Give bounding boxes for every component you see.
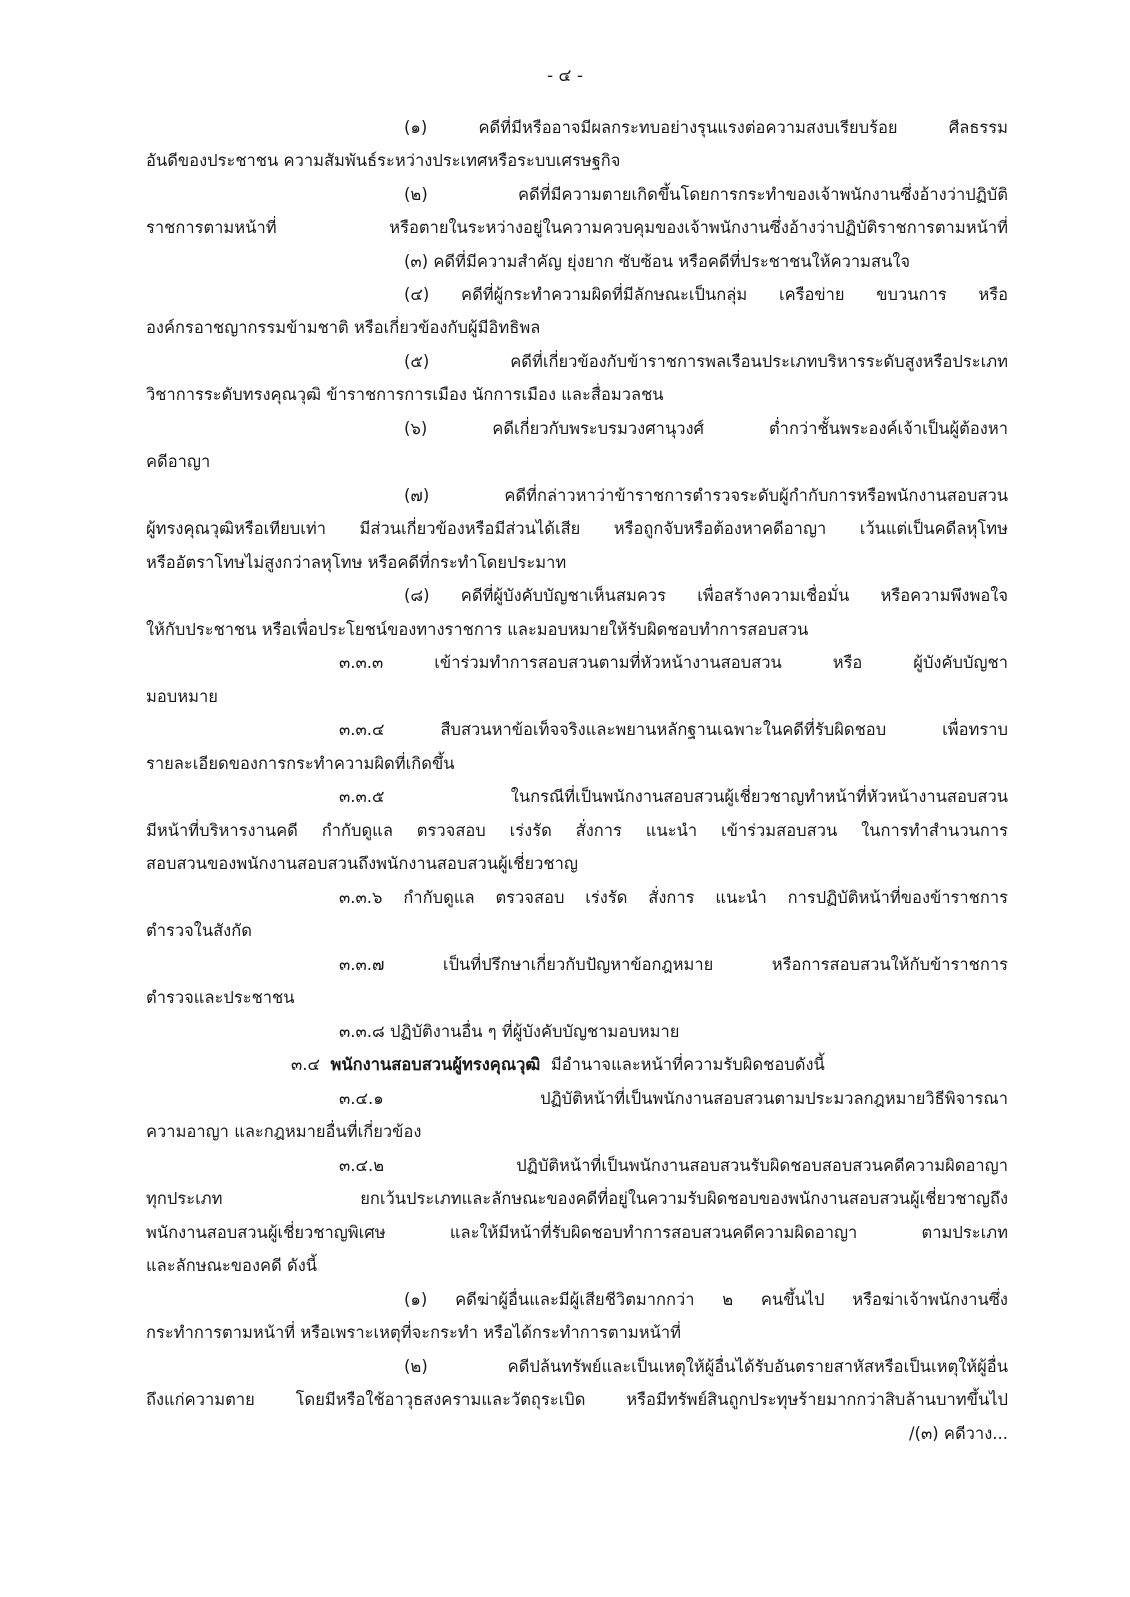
text-line: (๒) คดีที่มีความตายเกิดขึ้นโดยการกระทำของเจ้าพนักงานซึ่งอ้างว่าปฏิบัติ: [404, 185, 1008, 204]
text-line: (๖) คดีเกี่ยวกับพระบรมวงศานุวงศ์ ต่ำกว่าชั้นพระองค์เจ้าเป็นผู้ต้องหา: [404, 419, 1008, 438]
text-line: ๓.๓.๕ ในกรณีที่เป็นพนักงานสอบสวนผู้เชี่ยวชาญทำหน้าที่หัวหน้างานสอบสวน: [339, 787, 1008, 806]
text-line: ตำรวจและประชาชน: [146, 988, 295, 1007]
text-line: /(๓) คดีวาง...: [908, 1424, 1008, 1443]
text-line: (๕) คดีที่เกี่ยวข้องกับข้าราชการพลเรือนประเภทบริหารระดับสูงหรือประเภท: [404, 352, 1008, 371]
text-line: (๔) คดีที่ผู้กระทำความผิดที่มีลักษณะเป็นกลุ่ม เครือข่าย ขบวนการ หรือ: [404, 285, 1008, 304]
page-number: - ๔ -: [547, 66, 583, 86]
text-line: กระทำการตามหน้าที่ หรือเพราะเหตุที่จะกระทำ หรือได้กระทำการตามหน้าที่: [146, 1323, 682, 1342]
section-title-rest: มีอำนาจและหน้าที่ความรับผิดชอบดังนี้: [550, 1055, 825, 1074]
text-line: ให้กับประชาชน หรือเพื่อประโยชน์ของทางราชการ และมอบหมายให้รับผิดชอบทำการสอบสวน: [146, 620, 809, 639]
text-line: องค์กรอาชญากรรมข้ามชาติ หรือเกี่ยวข้องกับผู้มีอิทธิพล: [146, 318, 541, 337]
text-line: (๑) คดีฆ่าผู้อื่นและมีผู้เสียชีวิตมากกว่า ๒ คนขึ้นไป หรือฆ่าเจ้าพนักงานซึ่ง: [404, 1290, 1008, 1309]
section-title: พนักงานสอบสวนผู้ทรงคุณวุฒิ: [330, 1055, 541, 1074]
text-line: พนักงานสอบสวนผู้เชี่ยวชาญพิเศษ และให้มีหน้าที่รับผิดชอบทำการสอบสวนคดีความผิดอาญา ตามประเภท: [146, 1223, 1008, 1242]
text-line: ๓.๔.๑ ปฏิบัติหน้าที่เป็นพนักงานสอบสวนตามประมวลกฎหมายวิธีพิจารณา: [339, 1089, 1008, 1108]
text-line: ความอาญา และกฎหมายอื่นที่เกี่ยวข้อง: [146, 1122, 422, 1141]
text-line: มอบหมาย: [146, 687, 218, 706]
text-line: (๓) คดีที่มีความสำคัญ ยุ่งยาก ซับซ้อน หรือคดีที่ประชาชนให้ความสนใจ: [404, 252, 911, 271]
text-line: อันดีของประชาชน ความสัมพันธ์ระหว่างประเทศหรือระบบเศรษฐกิจ: [146, 151, 621, 170]
section-heading-3-4: [291, 1053, 1008, 1077]
text-line: มีหน้าที่บริหารงานคดี กำกับดูแล ตรวจสอบ เร่งรัด สั่งการ แนะนำ เข้าร่วมสอบสวน ในการทำสำนวนการ: [146, 821, 1008, 840]
text-line: สอบสวนของพนักงานสอบสวนถึงพนักงานสอบสวนผู้เชี่ยวชาญ: [146, 854, 578, 873]
text-line: ตำรวจในสังกัด: [146, 921, 252, 940]
text-line: ๓.๓.๘ ปฏิบัติงานอื่น ๆ ที่ผู้บังคับบัญชามอบหมาย: [339, 1022, 680, 1041]
text-line: ราชการตามหน้าที่ หรือตายในระหว่างอยู่ในความควบคุมของเจ้าพนักงานซึ่งอ้างว่าปฏิบัติราชการตามหน้าที่: [146, 218, 1008, 237]
text-line: รายละเอียดของการกระทำความผิดที่เกิดขึ้น: [146, 754, 455, 773]
text-line: (๒) คดีปล้นทรัพย์และเป็นเหตุให้ผู้อื่นได้รับอันตรายสาหัสหรือเป็นเหตุให้ผู้อื่น: [404, 1357, 1008, 1376]
text-line: วิชาการระดับทรงคุณวุฒิ ข้าราชการการเมือง นักการเมือง และสื่อมวลชน: [146, 385, 664, 404]
text-line: ๓.๔.๒ ปฏิบัติหน้าที่เป็นพนักงานสอบสวนรับผิดชอบสอบสวนคดีความผิดอาญา: [339, 1156, 1008, 1175]
text-line: คดีอาญา: [146, 452, 211, 471]
text-line: ผู้ทรงคุณวุฒิหรือเทียบเท่า มีส่วนเกี่ยวข้องหรือมีส่วนได้เสีย หรือถูกจับหรือต้องหาคดีอาญา เว้นแต่เป็นคดีลหุโทษ: [146, 519, 1008, 538]
text-line: (๗) คดีที่กล่าวหาว่าข้าราชการตำรวจระดับผู้กำกับการหรือพนักงานสอบสวน: [404, 486, 1008, 505]
text-line: และลักษณะของคดี ดังนี้: [146, 1256, 318, 1275]
text-line: ถึงแก่ความตาย โดยมีหรือใช้อาวุธสงครามและวัตถุระเบิด หรือมีทรัพย์สินถูกประทุษร้ายมากกว่าสิบล้านบาทขึ้นไป: [146, 1390, 1008, 1409]
text-line: (๑) คดีที่มีหรืออาจมีผลกระทบอย่างรุนแรงต่อความสงบเรียบร้อย ศีลธรรม: [404, 118, 1008, 137]
text-line: ทุกประเภท ยกเว้นประเภทและลักษณะของคดีที่อยู่ในความรับผิดชอบของพนักงานสอบสวนผู้เชี่ยวชาญถึง: [146, 1189, 1008, 1208]
text-line: (๘) คดีที่ผู้บังคับบัญชาเห็นสมควร เพื่อสร้างความเชื่อมั่น หรือความพึงพอใจ: [404, 586, 1008, 605]
section-number: ๓.๔: [291, 1055, 321, 1074]
text-line: ๓.๓.๗ เป็นที่ปรึกษาเกี่ยวกับปัญหาข้อกฎหมาย หรือการสอบสวนให้กับข้าราชการ: [339, 955, 1008, 974]
text-line: ๓.๓.๔ สืบสวนหาข้อเท็จจริงและพยานหลักฐานเฉพาะในคดีที่รับผิดชอบ เพื่อทราบ: [339, 720, 1008, 739]
text-line: ๓.๓.๓ เข้าร่วมทำการสอบสวนตามที่หัวหน้างานสอบสวน หรือ ผู้บังคับบัญชา: [339, 653, 1008, 672]
text-line: ๓.๓.๖ กำกับดูแล ตรวจสอบ เร่งรัด สั่งการ แนะนำ การปฏิบัติหน้าที่ของข้าราชการ: [339, 888, 1008, 907]
text-line: หรืออัตราโทษไม่สูงกว่าลหุโทษ หรือคดีที่กระทำโดยประมาท: [146, 553, 567, 572]
